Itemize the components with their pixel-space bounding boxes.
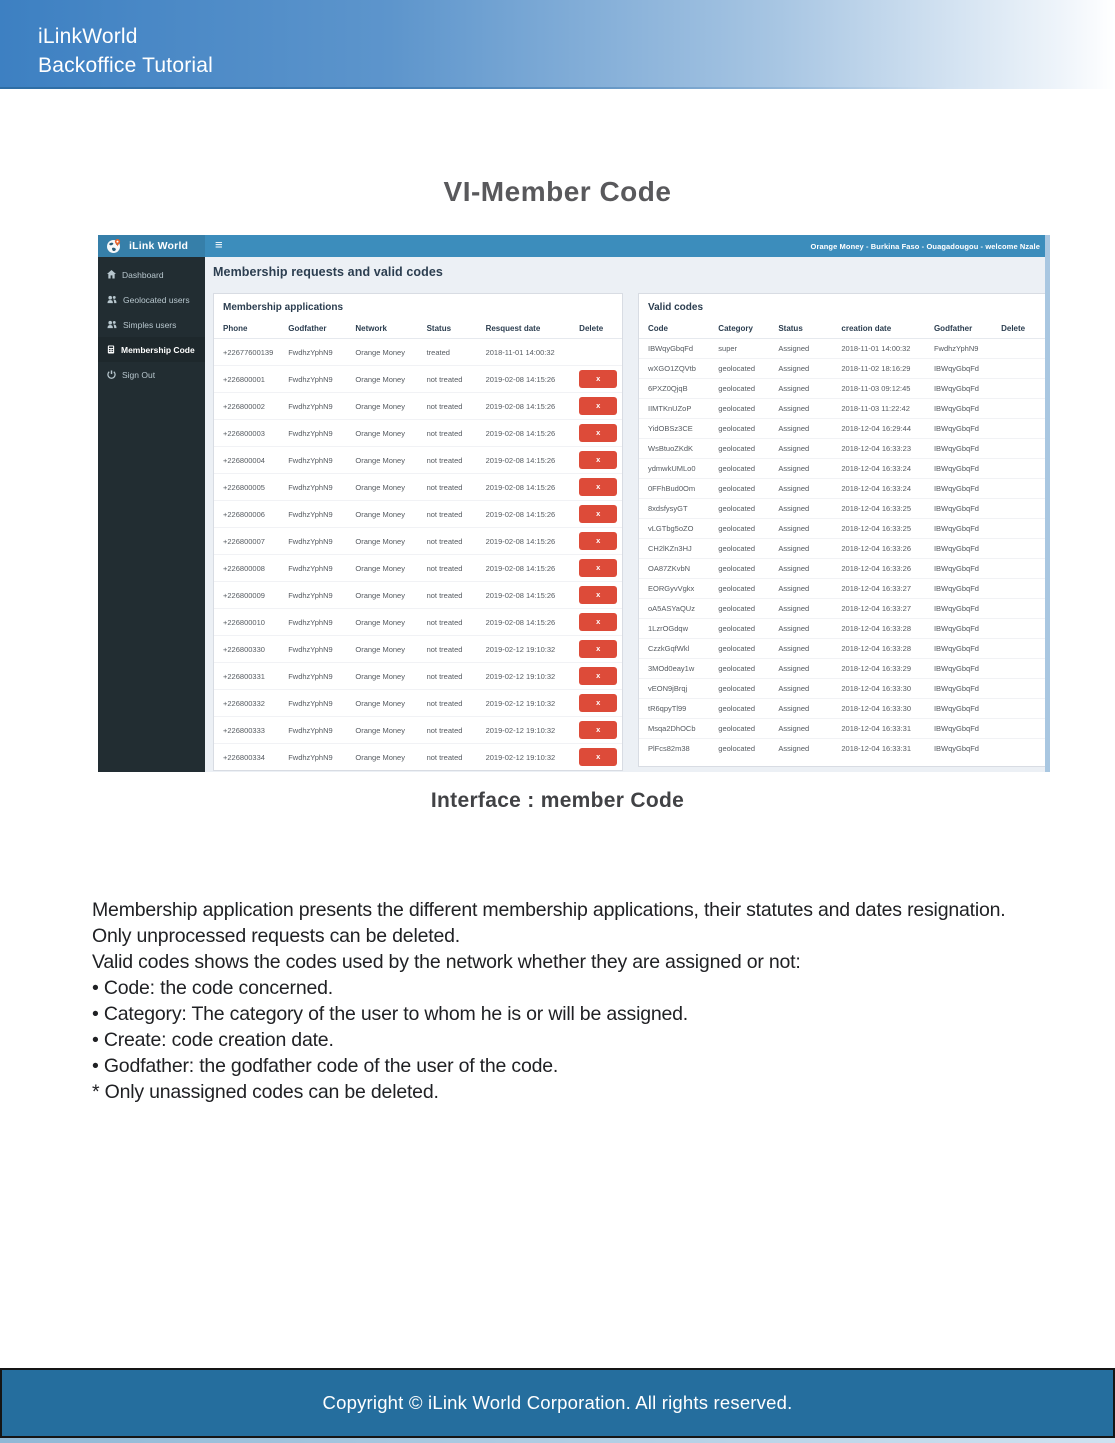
- delete-button[interactable]: x: [579, 532, 617, 550]
- delete-button[interactable]: x: [579, 478, 617, 496]
- delete-button[interactable]: x: [579, 370, 617, 388]
- sidebar-item-dashboard[interactable]: [98, 262, 205, 287]
- table-row: tR6qpyTl99 geolocated Assigned 2018-12-04 16:33:30 IBWqyGbqFd: [639, 699, 1049, 719]
- figure-caption: Interface : member Code: [430, 789, 685, 812]
- table-row: +226800008 FwdhzYphN9 Orange Money not treated 2019-02-08 14:15:26 x: [214, 555, 622, 582]
- body-paragraph: * Only unassigned codes can be deleted.: [92, 1081, 439, 1103]
- table-row: 0FFhBud0Om geolocated Assigned 2018-12-04 16:33:24 IBWqyGbqFd: [639, 479, 1049, 499]
- browser-scrollbar[interactable]: [1045, 235, 1050, 772]
- delete-button[interactable]: x: [579, 586, 617, 604]
- table-row: ydmwkUMLo0 geolocated Assigned 2018-12-04 16:33:24 IBWqyGbqFd: [639, 459, 1049, 479]
- body-text: [92, 897, 1032, 1105]
- table-row: +226800331 FwdhzYphN9 Orange Money not treated 2019-02-12 19:10:32 x: [214, 663, 622, 690]
- panel-title: Membership applications: [223, 302, 344, 313]
- delete-button[interactable]: x: [579, 559, 617, 577]
- table-row: vLGTbg5oZO geolocated Assigned 2018-12-04 16:33:25 IBWqyGbqFd: [639, 519, 1049, 539]
- table-row: OA87ZKvbN geolocated Assigned 2018-12-04 16:33:26 IBWqyGbqFd: [639, 559, 1049, 579]
- column-header: Status: [424, 320, 483, 339]
- table-row: PlFcs82m38 geolocated Assigned 2018-12-04 16:33:31 IBWqyGbqFd: [639, 739, 1049, 759]
- document-header: [0, 0, 1115, 89]
- sidebar-item-sign-out[interactable]: [98, 362, 205, 387]
- header-title-line2: Backoffice Tutorial: [38, 54, 213, 77]
- table-row: +226800333 FwdhzYphN9 Orange Money not treated 2019-02-12 19:10:32 x: [214, 717, 622, 744]
- table-row: YidOBSz3CE geolocated Assigned 2018-12-04 16:29:44 IBWqyGbqFd: [639, 419, 1049, 439]
- sidebar-item-label: Sign Out: [122, 369, 156, 380]
- body-paragraph: • Create: code creation date.: [92, 1029, 334, 1051]
- users-icon: [107, 295, 117, 304]
- section-title: VI-Member Code: [443, 176, 672, 207]
- table-row: CH2lKZn3HJ geolocated Assigned 2018-12-04 16:33:26 IBWqyGbqFd: [639, 539, 1049, 559]
- page-title: Membership requests and valid codes: [213, 265, 443, 279]
- app-sidebar: [98, 257, 205, 772]
- table-row: +226800009 FwdhzYphN9 Orange Money not treated 2019-02-08 14:15:26 x: [214, 582, 622, 609]
- table-row: CzzkGqfWkl geolocated Assigned 2018-12-04 16:33:28 IBWqyGbqFd: [639, 639, 1049, 659]
- panel-title: Valid codes: [648, 302, 704, 313]
- copyright-text: Copyright © iLink World Corporation. All rights reserved.: [322, 1392, 793, 1413]
- table-row: 8xdsfysyGT geolocated Assigned 2018-12-04 16:33:25 IBWqyGbqFd: [639, 499, 1049, 519]
- delete-button[interactable]: x: [579, 748, 617, 766]
- table-row: +226800006 FwdhzYphN9 Orange Money not treated 2019-02-08 14:15:26 x: [214, 501, 622, 528]
- hamburger-menu-icon[interactable]: ≡: [215, 237, 223, 252]
- table-row: +226800010 FwdhzYphN9 Orange Money not treated 2019-02-08 14:15:26 x: [214, 609, 622, 636]
- table-row: +226800007 FwdhzYphN9 Orange Money not treated 2019-02-08 14:15:26 x: [214, 528, 622, 555]
- column-header: Code: [639, 320, 715, 339]
- table-row: oA5ASYaQUz geolocated Assigned 2018-12-04 16:33:27 IBWqyGbqFd: [639, 599, 1049, 619]
- sidebar-item-label: Membership Code: [121, 344, 195, 355]
- delete-button[interactable]: x: [579, 667, 617, 685]
- body-paragraph: • Category: The category of the user to whom he is or will be assigned.: [92, 1003, 688, 1025]
- calculator-icon: [107, 345, 115, 354]
- sidebar-item-membership-code[interactable]: [98, 337, 205, 362]
- table-row: +226800002 FwdhzYphN9 Orange Money not treated 2019-02-08 14:15:26 x: [214, 393, 622, 420]
- document-footer: [0, 1368, 1115, 1438]
- column-header: Delete: [576, 320, 622, 339]
- delete-button[interactable]: x: [579, 694, 617, 712]
- body-paragraph: • Code: the code concerned.: [92, 977, 334, 999]
- table-row: +226800330 FwdhzYphN9 Orange Money not treated 2019-02-12 19:10:32 x: [214, 636, 622, 663]
- app-screenshot: [98, 235, 1050, 772]
- footer-accent-strip: [0, 1438, 1115, 1443]
- membership-applications-panel: [213, 293, 623, 771]
- table-row: wXGO1ZQVtb geolocated Assigned 2018-11-02 18:16:29 IBWqyGbqFd: [639, 359, 1049, 379]
- delete-button[interactable]: x: [579, 397, 617, 415]
- table-row: +226800004 FwdhzYphN9 Orange Money not treated 2019-02-08 14:15:26 x: [214, 447, 622, 474]
- navbar-user-info: Orange Money - Burkina Faso - Ouagadougou - welcome Nzale: [810, 241, 1040, 251]
- column-header: Godfather: [931, 320, 998, 339]
- column-header: Resquest date: [483, 320, 577, 339]
- body-paragraph: • Godfather: the godfather code of the user of the code.: [92, 1055, 559, 1077]
- delete-button[interactable]: x: [579, 640, 617, 658]
- delete-button[interactable]: x: [579, 451, 617, 469]
- sidebar-item-label: Simples users: [123, 319, 177, 330]
- sidebar-item-geolocated-users[interactable]: [98, 287, 205, 312]
- column-header: creation date: [838, 320, 931, 339]
- delete-button[interactable]: x: [579, 721, 617, 739]
- column-header: Phone: [214, 320, 285, 339]
- app-navbar: [98, 235, 1050, 257]
- body-paragraph: Valid codes shows the codes used by the network whether they are assigned or not:: [92, 951, 801, 973]
- table-row: +226800003 FwdhzYphN9 Orange Money not treated 2019-02-08 14:15:26 x: [214, 420, 622, 447]
- sidebar-item-label: Geolocated users: [123, 294, 190, 305]
- home-icon: [107, 270, 116, 279]
- table-row: 1LzrOGdqw geolocated Assigned 2018-12-04 16:33:28 IBWqyGbqFd: [639, 619, 1049, 639]
- header-title-line1: iLinkWorld: [38, 25, 138, 48]
- delete-button[interactable]: x: [579, 505, 617, 523]
- table-row: +226800332 FwdhzYphN9 Orange Money not treated 2019-02-12 19:10:32 x: [214, 690, 622, 717]
- table-row: vEON9jBrqj geolocated Assigned 2018-12-04 16:33:30 IBWqyGbqFd: [639, 679, 1049, 699]
- sidebar-item-simples-users[interactable]: [98, 312, 205, 337]
- table-row: Msqa2DhOCb geolocated Assigned 2018-12-04 16:33:31 IBWqyGbqFd: [639, 719, 1049, 739]
- app-content: [205, 257, 1045, 772]
- table-row: +226800001 FwdhzYphN9 Orange Money not treated 2019-02-08 14:15:26 x: [214, 366, 622, 393]
- body-paragraph: Membership application presents the different membership applications, their statutes and dates resignation. Only unprocessed requests can be deleted.: [92, 899, 1006, 947]
- app-brand: iLink World: [129, 240, 189, 252]
- valid-codes-panel: [638, 293, 1050, 767]
- delete-button[interactable]: x: [579, 424, 617, 442]
- table-row: +22677600139 FwdhzYphN9 Orange Money treated 2018-11-01 14:00:32: [214, 339, 622, 366]
- sidebar-item-label: Dashboard: [122, 269, 164, 280]
- table-row: IBWqyGbqFd super Assigned 2018-11-01 14:00:32 FwdhzYphN9: [639, 339, 1049, 359]
- table-row: 6PXZ0QjqB geolocated Assigned 2018-11-03 09:12:45 IBWqyGbqFd: [639, 379, 1049, 399]
- column-header: Category: [715, 320, 775, 339]
- column-header: Status: [775, 320, 838, 339]
- globe-logo-icon: [106, 238, 122, 254]
- column-header: Delete: [998, 320, 1049, 339]
- column-header: Godfather: [285, 320, 352, 339]
- power-icon: [107, 370, 116, 379]
- table-row: EORGyvVgkx geolocated Assigned 2018-12-04 16:33:27 IBWqyGbqFd: [639, 579, 1049, 599]
- valid-codes-table: [639, 320, 1049, 759]
- table-row: +226800334 FwdhzYphN9 Orange Money not treated 2019-02-12 19:10:32 x: [214, 744, 622, 771]
- table-row: 3MOd0eay1w geolocated Assigned 2018-12-04 16:33:29 IBWqyGbqFd: [639, 659, 1049, 679]
- table-row: WsBtuoZKdK geolocated Assigned 2018-12-04 16:33:23 IBWqyGbqFd: [639, 439, 1049, 459]
- delete-button[interactable]: x: [579, 613, 617, 631]
- membership-applications-table: [214, 320, 622, 771]
- app-logo[interactable]: [98, 235, 205, 257]
- table-row: +226800005 FwdhzYphN9 Orange Money not treated 2019-02-08 14:15:26 x: [214, 474, 622, 501]
- table-row: IIMTKnUZoP geolocated Assigned 2018-11-03 11:22:42 IBWqyGbqFd: [639, 399, 1049, 419]
- users-icon: [107, 320, 117, 329]
- column-header: Network: [352, 320, 423, 339]
